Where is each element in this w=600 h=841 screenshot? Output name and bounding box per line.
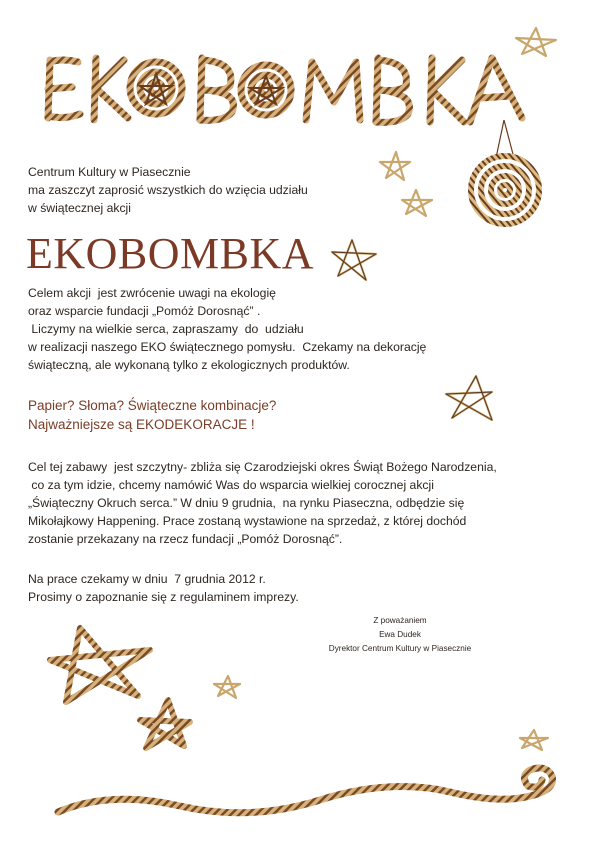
purpose-line: Liczymy na wielkie serca, zapraszamy do udziału bbox=[28, 322, 304, 336]
goal-line: Mikołajkowy Happening. Prace zostaną wystawione na sprzedaż, z której dochód bbox=[28, 514, 467, 528]
signature-block bbox=[300, 614, 500, 656]
goal-text bbox=[28, 458, 497, 548]
page-title: EKOBOMBKA bbox=[26, 229, 315, 278]
callout-text bbox=[28, 396, 276, 434]
purpose-text bbox=[28, 284, 426, 374]
goal-line: zostanie przekazany na rzecz fundacji „Pomóż Dorosnąć”. bbox=[28, 532, 343, 546]
goal-line: co za tym idzie, chcemy namówić Was do wsparcia wielkiej corocznej akcji bbox=[28, 478, 434, 492]
goal-line: Cel tej zabawy jest szczytny- zbliża się Czarodziejski okres Świąt Bożego Narodzenia, bbox=[28, 460, 497, 474]
intro-text bbox=[28, 163, 308, 217]
purpose-line: oraz wsparcie fundacji „Pomóż Dorosnąć” . bbox=[28, 304, 261, 318]
goal-line: „Świąteczny Okruch serca.” W dniu 9 grudnia, na rynku Piaseczna, odbędzie się bbox=[28, 496, 465, 510]
deadline-line: Prosimy o zapoznanie się z regulaminem imprezy. bbox=[28, 590, 299, 604]
intro-line: w świątecznej akcji bbox=[28, 201, 131, 215]
deadline-line: Na prace czekamy w dniu 7 grudnia 2012 r. bbox=[28, 572, 266, 586]
signature-name: Ewa Dudek bbox=[379, 630, 421, 639]
purpose-line: w realizacji naszego EKO świątecznego pomysłu. Czekamy na dekorację bbox=[28, 340, 427, 354]
purpose-line: Celem akcji jest zwrócenie uwagi na ekologię bbox=[28, 286, 276, 300]
purpose-line: świąteczną, ale wykonaną tylko z ekologicznych produktów. bbox=[28, 358, 350, 372]
deadline-text bbox=[28, 570, 299, 606]
signature-role: Dyrektor Centrum Kultury w Piasecznie bbox=[328, 644, 472, 653]
callout-line: Papier? Słoma? Świąteczne kombinacje? bbox=[28, 398, 277, 413]
hanging-ornament bbox=[471, 120, 539, 224]
intro-line: Centrum Kultury w Piasecznie bbox=[28, 165, 191, 179]
signature-closing: Z poważaniem bbox=[373, 616, 427, 625]
intro-line: ma zaszczyt zaprosić wszystkich do wzięcia udziału bbox=[28, 183, 308, 197]
callout-line: Najważniejsze są EKODEKORACJE ! bbox=[28, 417, 255, 432]
